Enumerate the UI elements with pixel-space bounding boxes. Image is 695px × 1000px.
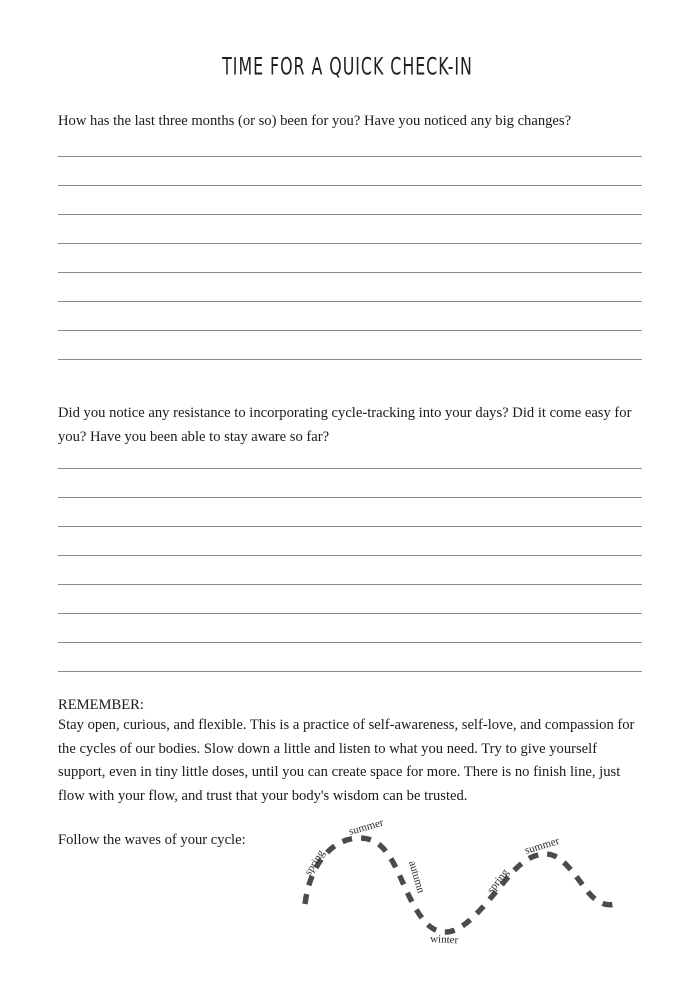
seasonal-wave-diagram [288, 812, 638, 962]
question-prompt-1: How has the last three months (or so) been for you? Have you noticed any big changes? [58, 113, 572, 129]
writing-line[interactable] [58, 642, 642, 643]
season-label-autumn: autumn [406, 859, 427, 895]
writing-line[interactable] [58, 301, 642, 302]
season-label-spring-1: spring [302, 847, 328, 878]
writing-line[interactable] [58, 555, 642, 556]
writing-line[interactable] [58, 243, 642, 244]
season-label-winter: winter [429, 933, 459, 947]
writing-line[interactable] [58, 671, 642, 672]
writing-line[interactable] [58, 214, 642, 215]
season-label-summer-1: summer [347, 816, 385, 838]
writing-line[interactable] [58, 185, 642, 186]
answer-lines-2[interactable] [58, 468, 642, 672]
follow-waves-label: Follow the waves of your cycle: [58, 832, 246, 848]
writing-line[interactable] [58, 526, 642, 527]
page-title: TIME FOR A QUICK CHECK-IN [222, 52, 473, 81]
dashed-wave-path [305, 838, 620, 932]
writing-line[interactable] [58, 156, 642, 157]
writing-line[interactable] [58, 497, 642, 498]
writing-line[interactable] [58, 584, 642, 585]
question-prompt-2: Did you notice any resistance to incorporating cycle-tracking into your days? Did it come easy for you? Have you been able to stay aware so far? [58, 405, 632, 445]
season-label-spring-2: spring [484, 866, 512, 896]
writing-line[interactable] [58, 613, 642, 614]
writing-line[interactable] [58, 359, 642, 360]
writing-line[interactable] [58, 330, 642, 331]
writing-line[interactable] [58, 272, 642, 273]
season-label-summer-2: summer [523, 835, 561, 857]
answer-lines-1[interactable] [58, 156, 642, 360]
remember-heading: REMEMBER: [58, 697, 144, 713]
remember-paragraph: Stay open, curious, and flexible. This is a practice of self-awareness, self-love, and compassion for the cycles of our bodies. Slow down a little and listen to what you need. Try to give yourself support, even in tiny little doses, until you can create space for more. There is no finish line, just flow with your flow, and trust that your body's wisdom can be trusted. [58, 717, 635, 804]
writing-line[interactable] [58, 468, 642, 469]
